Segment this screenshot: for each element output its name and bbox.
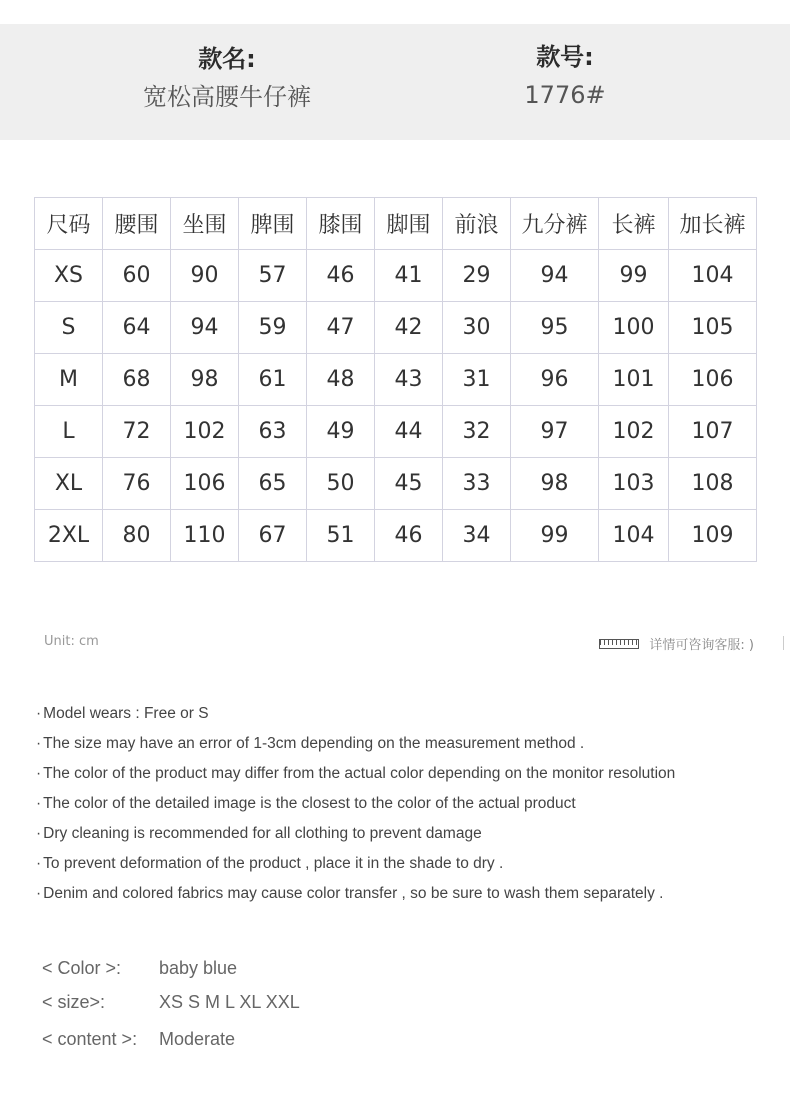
table-row — [35, 302, 757, 354]
style-name-block — [112, 42, 342, 114]
consult-note-wrap — [599, 634, 754, 653]
table-row — [35, 406, 757, 458]
measurement-cell: 29 — [443, 250, 511, 302]
header-cell: 膝围 — [307, 198, 375, 250]
measurement-cell: 76 — [103, 458, 171, 510]
measurement-cell: 101 — [599, 354, 669, 406]
measurement-cell: 94 — [171, 302, 239, 354]
measurement-cell: 34 — [443, 510, 511, 562]
measurement-cell: 48 — [307, 354, 375, 406]
measurement-cell: 108 — [669, 458, 757, 510]
spec-size-label: < size>: — [42, 992, 106, 1012]
measurement-cell: 68 — [103, 354, 171, 406]
measurement-cell: 46 — [307, 250, 375, 302]
ruler-icon — [599, 639, 639, 649]
measurement-cell: 80 — [103, 510, 171, 562]
measurement-cell: 32 — [443, 406, 511, 458]
measurement-cell: 98 — [511, 458, 599, 510]
style-name-value: 宽松高腰牛仔裤 — [143, 83, 311, 111]
unit-note: Unit: cm — [44, 634, 99, 649]
measurement-cell: 97 — [511, 406, 599, 458]
spec-color-label: < Color >: — [42, 958, 122, 978]
measurement-cell: 102 — [599, 406, 669, 458]
measurement-cell: 96 — [511, 354, 599, 406]
measurement-cell: 43 — [375, 354, 443, 406]
measurement-cell: 110 — [171, 510, 239, 562]
care-notes-list — [36, 702, 675, 912]
header-cell: 坐围 — [171, 198, 239, 250]
measurement-cell: 109 — [669, 510, 757, 562]
list-item: · The color of the product may differ from the actual color depending on the monitor resolution — [36, 762, 675, 792]
measurement-cell: 63 — [239, 406, 307, 458]
measurement-cell: 44 — [375, 406, 443, 458]
measurement-cell: 46 — [375, 510, 443, 562]
size-chart-table — [34, 197, 757, 562]
measurement-cell: 45 — [375, 458, 443, 510]
measurement-cell: 64 — [103, 302, 171, 354]
list-item: · Model wears : Free or S — [36, 702, 675, 732]
header-cell: 长裤 — [599, 198, 669, 250]
measurement-cell: 59 — [239, 302, 307, 354]
measurement-cell: 95 — [511, 302, 599, 354]
measurement-cell: 90 — [171, 250, 239, 302]
measurement-cell: 57 — [239, 250, 307, 302]
header-cell: 九分裤 — [511, 198, 599, 250]
measurement-cell: 99 — [511, 510, 599, 562]
table-row — [35, 354, 757, 406]
style-number-block — [470, 40, 660, 112]
spec-size-value: XS S M L XL XXL — [159, 992, 300, 1012]
spec-content-label: < content >: — [42, 1029, 138, 1049]
header-cell: 脾围 — [239, 198, 307, 250]
list-item: · To prevent deformation of the product , place it in the shade to dry . — [36, 852, 675, 882]
measurement-cell: 103 — [599, 458, 669, 510]
header-cell: 前浪 — [443, 198, 511, 250]
measurement-cell: 42 — [375, 302, 443, 354]
table-header-row — [35, 198, 757, 250]
measurement-cell: 72 — [103, 406, 171, 458]
size-cell: S — [35, 302, 103, 354]
table-row — [35, 510, 757, 562]
measurement-cell: 60 — [103, 250, 171, 302]
spec-color — [42, 958, 237, 979]
measurement-cell: 107 — [669, 406, 757, 458]
measurement-cell: 61 — [239, 354, 307, 406]
list-item: · Dry cleaning is recommended for all clothing to prevent damage — [36, 822, 675, 852]
measurement-cell: 33 — [443, 458, 511, 510]
table-row — [35, 250, 757, 302]
measurement-cell: 47 — [307, 302, 375, 354]
measurement-cell: 100 — [599, 302, 669, 354]
size-cell: XS — [35, 250, 103, 302]
measurement-cell: 104 — [669, 250, 757, 302]
style-name-label: 款名: — [198, 45, 256, 73]
list-item: · The color of the detailed image is the closest to the color of the actual product — [36, 792, 675, 822]
measurement-cell: 99 — [599, 250, 669, 302]
size-cell: XL — [35, 458, 103, 510]
list-item: · The size may have an error of 1-3cm depending on the measurement method . — [36, 732, 675, 762]
measurement-cell: 41 — [375, 250, 443, 302]
measurement-cell: 94 — [511, 250, 599, 302]
measurement-cell: 51 — [307, 510, 375, 562]
measurement-cell: 105 — [669, 302, 757, 354]
measurement-cell: 106 — [171, 458, 239, 510]
measurement-cell: 67 — [239, 510, 307, 562]
spec-color-value: baby blue — [159, 958, 238, 978]
size-cell: 2XL — [35, 510, 103, 562]
size-cell: M — [35, 354, 103, 406]
measurement-cell: 49 — [307, 406, 375, 458]
consult-note: 详情可咨询客服: ) — [649, 638, 754, 653]
list-item: · Denim and colored fabrics may cause color transfer , so be sure to wash them separately . — [36, 882, 675, 912]
header-cell: 脚围 — [375, 198, 443, 250]
style-number-label: 款号: — [536, 43, 594, 71]
measurement-cell: 65 — [239, 458, 307, 510]
table-row — [35, 458, 757, 510]
header-cell: 加长裤 — [669, 198, 757, 250]
measurement-cell: 30 — [443, 302, 511, 354]
spec-size — [42, 992, 300, 1013]
header-cell: 尺码 — [35, 198, 103, 250]
measurement-cell: 102 — [171, 406, 239, 458]
measurement-cell: 31 — [443, 354, 511, 406]
spec-content-value: Moderate — [159, 1029, 236, 1049]
header-cell: 腰围 — [103, 198, 171, 250]
divider — [783, 636, 784, 650]
spec-content — [42, 1029, 235, 1050]
measurement-cell: 98 — [171, 354, 239, 406]
measurement-cell: 104 — [599, 510, 669, 562]
size-cell: L — [35, 406, 103, 458]
measurement-cell: 50 — [307, 458, 375, 510]
measurement-cell: 106 — [669, 354, 757, 406]
style-number-value: 1776# — [524, 81, 606, 109]
